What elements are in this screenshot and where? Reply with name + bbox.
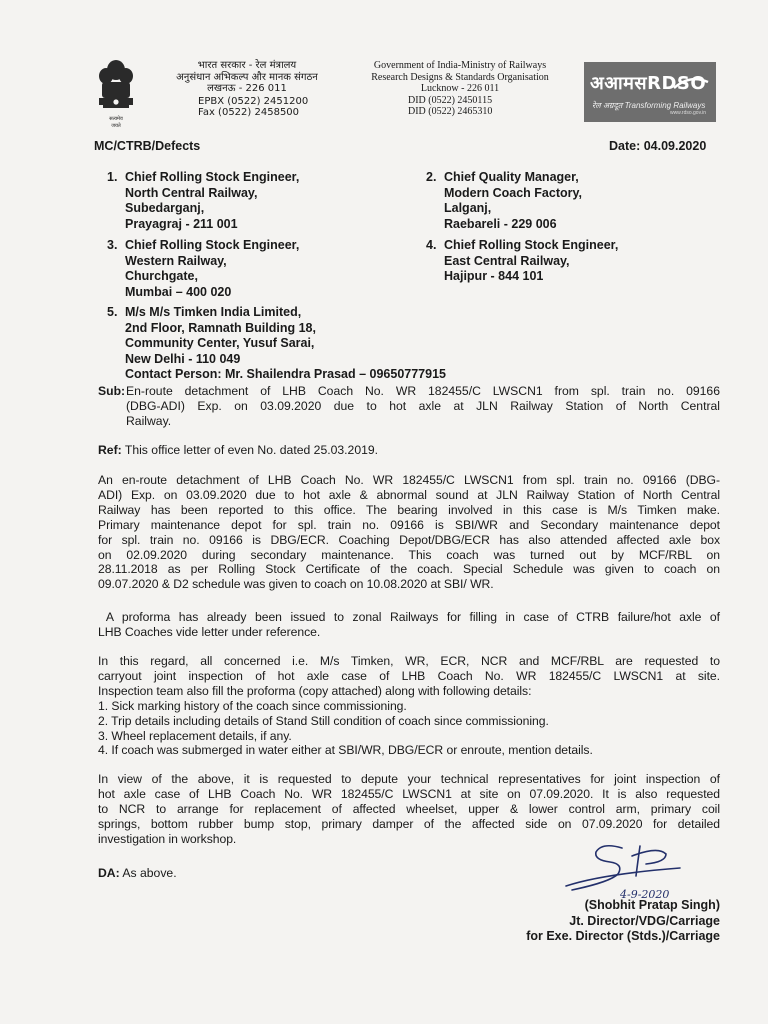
subject-line: Railway. <box>126 413 172 428</box>
reference-line <box>98 443 720 458</box>
addressee-line: Chief Rolling Stock Engineer, <box>125 170 300 184</box>
reference-label: Ref: <box>98 443 122 457</box>
addressee-line: Churchgate, <box>125 269 198 283</box>
addressee-5 <box>107 305 446 383</box>
addressee-line: Chief Quality Manager, <box>444 170 579 184</box>
reference-text: This office letter of even No. dated 25.03.2019. <box>124 443 379 457</box>
addressee-line: Hajipur - 844 101 <box>444 269 544 283</box>
letter-reference: MC/CTRB/Defects <box>94 139 201 153</box>
paragraph-line: ADI) Exp. on 03.09.2020 due to hot axle & abnormal sound at JLN Railway Station of North Central <box>98 487 720 502</box>
paragraph-1 <box>98 473 720 592</box>
paragraph-line: LHB Coaches vide letter under reference. <box>98 624 321 639</box>
paragraph-line: to NCR to arrange for replacement of affected wheelset, upper & lower control arm, primary coil <box>98 801 720 816</box>
subject-line: (DBG-ADI) Exp. on 03.09.2020 due to hot axle at JLN Railway Station of North Central <box>126 398 720 413</box>
hindi-line: भारत सरकार - रेल मंत्रालय <box>197 60 297 71</box>
addressee-line: East Central Railway, <box>444 253 570 268</box>
fax-number: Fax (0522) 2458500 <box>198 107 300 118</box>
addressee-line: Chief Rolling Stock Engineer, <box>125 238 300 252</box>
paragraph-line: An en-route detachment of LHB Coach No. WR 182455/C LWSCN1 from spl. train no. 09166 (DBG- <box>98 473 720 487</box>
rdso-swoosh-icon <box>672 74 710 94</box>
ministry-line: Government of India-Ministry of Railways <box>373 60 547 71</box>
addressee-line: Chief Rolling Stock Engineer, <box>444 238 619 252</box>
paragraph-line: investigation in workshop. <box>98 831 237 846</box>
paragraph-line: on 02.09.2020 during secondary maintenance. This coach was turned out by MCF/RBL on <box>98 547 720 562</box>
signatory-for-line: for Exe. Director (Stds.)/Carriage <box>526 929 720 943</box>
addressee-3 <box>107 238 299 300</box>
rdso-logo <box>584 62 716 122</box>
addressee-number: 3. <box>107 238 118 252</box>
subject-block <box>98 384 720 429</box>
paragraph-line: Primary maintenance depot for spl. train no. 09166 is SBI/WR and Secondary maintenance depot <box>98 517 720 532</box>
paragraph-line: Railway has been reported to this office. The bearing involved in this case is M/s Timken make. <box>98 502 720 517</box>
hindi-line: अनुसंधान अभिकल्प और मानक संगठन <box>176 71 318 83</box>
national-emblem-icon <box>94 58 138 134</box>
svg-text:सत्यमेव: सत्यमेव <box>109 116 123 122</box>
addressee-line: North Central Railway, <box>125 185 258 200</box>
letter-date: Date: 04.09.2020 <box>609 139 707 153</box>
addressee-number: 5. <box>107 305 118 319</box>
paragraph-line: A proforma has already been issued to zonal Railways for filling in case of CTRB failure/hot axle of <box>98 610 720 624</box>
letterhead-hindi <box>152 60 342 119</box>
addressee-line: M/s M/s Timken India Limited, <box>125 305 302 319</box>
city-line: Lucknow - 226 011 <box>420 83 500 94</box>
paragraph-4 <box>98 772 720 847</box>
addressee-line: Western Railway, <box>125 253 227 268</box>
list-item: 3. Wheel replacement details, if any. <box>98 728 292 743</box>
list-item: 1. Sick marking history of the coach since commissioning. <box>98 698 407 713</box>
addressee-line: Raebareli - 229 006 <box>444 216 557 231</box>
organisation-line: Research Designs & Standards Organisation <box>371 71 549 83</box>
addressee-line: Modern Coach Factory, <box>444 185 582 200</box>
paragraph-line: In view of the above, it is requested to depute your technical representatives for joint inspection of <box>98 772 720 786</box>
addressee-line: 2nd Floor, Ramnath Building 18, <box>125 320 316 335</box>
paragraph-line: hot axle case of LHB Coach No. WR 182455/C LWSCN1 at site on 07.09.2020. It is also requested <box>98 786 720 801</box>
paragraph-3 <box>98 654 720 758</box>
paragraph-line: 28.11.2018 as per Rolling Stock Certificate of the coach. Special Schedule was given to coach on <box>98 562 720 577</box>
epbx-number: EPBX (0522) 2451200 <box>198 95 309 107</box>
paragraph-2 <box>98 610 720 640</box>
paragraph-line: Inspection team also fill the proforma (copy attached) along with following details: <box>98 683 532 698</box>
did-number: DID (0522) 2450115 <box>408 94 493 106</box>
addressee-1 <box>107 170 299 232</box>
addressee-number: 2. <box>426 170 437 184</box>
addressee-line: New Delhi - 110 049 <box>125 351 241 366</box>
list-item: 2. Trip details including details of Stand Still condition of coach since commissioning. <box>98 713 549 728</box>
subject-line: En-route detachment of LHB Coach No. WR 182455/C LWSCN1 from spl. train no. 09166 <box>126 384 720 398</box>
rdso-logo-text: अआमसRDSO <box>590 73 707 94</box>
subject-label: Sub: <box>98 384 126 398</box>
contact-person: Contact Person: Mr. Shailendra Prasad – 09650777915 <box>125 367 446 381</box>
addressee-number: 1. <box>107 170 118 184</box>
addressee-line: Lalganj, <box>444 201 492 215</box>
signatory-name: (Shobhit Pratap Singh) <box>584 898 720 912</box>
paragraph-line: In this regard, all concerned i.e. M/s Timken, WR, ECR, NCR and MCF/RBL are requested to <box>98 654 720 668</box>
paragraph-line: 09.07.2020 & D2 schedule was given to coach on 10.08.2020 at SBI/ WR. <box>98 577 494 592</box>
addressee-line: Community Center, Yusuf Sarai, <box>125 336 315 350</box>
rdso-url: www.rdso.gov.in <box>669 110 706 116</box>
svg-text:जयते: जयते <box>111 123 121 129</box>
signatory-designation: Jt. Director/VDG/Carriage <box>569 913 720 928</box>
paragraph-line: springs, bottom rubber bump stop, primary damper of the affected side on 07.09.2020 for detailed <box>98 816 720 831</box>
list-item: 4. If coach was submerged in water either at SBI/WR, DBG/ECR or enroute, mention details. <box>98 743 593 758</box>
paragraph-line: for spl. train no. 09166 is DBG/ECR. Coaching Depot/DBG/ECR has also attended affected axle box <box>98 532 720 547</box>
enclosure-text: As above. <box>122 866 177 880</box>
addressee-line: Subedarganj, <box>125 201 205 215</box>
addressee-number: 4. <box>426 238 437 252</box>
hindi-line: लखनऊ - 226 011 <box>207 83 287 94</box>
signature-date: 4-9-2020 <box>620 888 670 901</box>
enclosure-label: DA: <box>98 866 120 880</box>
paragraph-line: carryout joint inspection of hot axle case of LHB Coach No. WR 182455/C LWSCN1 at site. <box>98 668 720 683</box>
did-number: DID (0522) 2465310 <box>408 106 493 117</box>
addressee-line: Prayagraj - 211 001 <box>125 216 238 231</box>
rdso-tagline: रेल अग्रदूत Transforming Railways <box>592 101 706 110</box>
signature-block <box>500 898 720 945</box>
addressee-line: Mumbai – 400 020 <box>125 284 232 299</box>
addressee-4 <box>426 238 618 285</box>
addressee-2 <box>426 170 582 232</box>
letterhead-english <box>340 60 580 118</box>
